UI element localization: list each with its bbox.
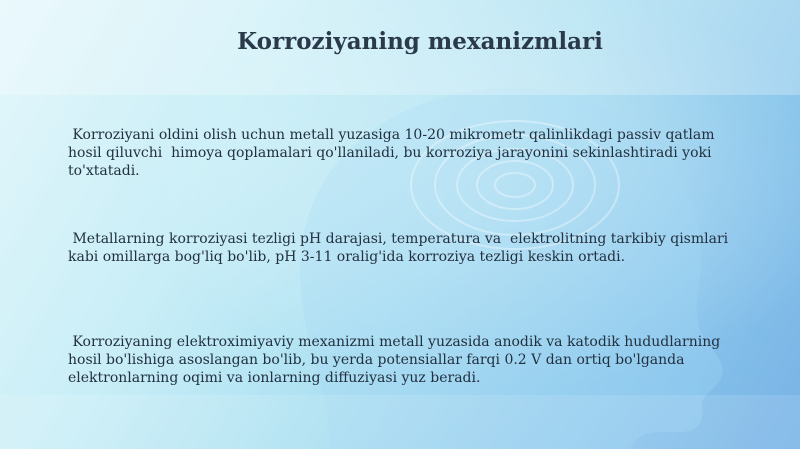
slide-title: Korroziyaning mexanizmlari: [237, 28, 603, 55]
paragraph-protective-coatings: Korroziyani oldini olish uchun metall yuzasiga 10-20 mikrometr qalinlikdagi passiv qatlam hosil qiluvchi himoya qoplamalari qo'llaniladi, bu korroziya jarayonini sekinlashtiradi yoki to'xtatadi.: [68, 127, 719, 179]
paragraph-corrosion-rate-factors: Metallarning korroziyasi tezligi pH darajasi, temperatura va elektrolitning tarkibiy qismlari kabi omillarga bog'liq bo'lib, pH 3-11 oralig'ida korroziya tezligi keskin ortadi.: [68, 231, 733, 265]
paragraph-electrochemical-mechanism: Korroziyaning elektroximiyaviy mexanizmi metall yuzasida anodik va katodik hududlarning hosil bo'lishiga asoslangan bo'lib, bu yerda potensiallar farqi 0.2 V dan ortiq bo'lganda elektronlarning oqimi va ionlarning diffuziyasi yuz beradi.: [68, 334, 725, 386]
